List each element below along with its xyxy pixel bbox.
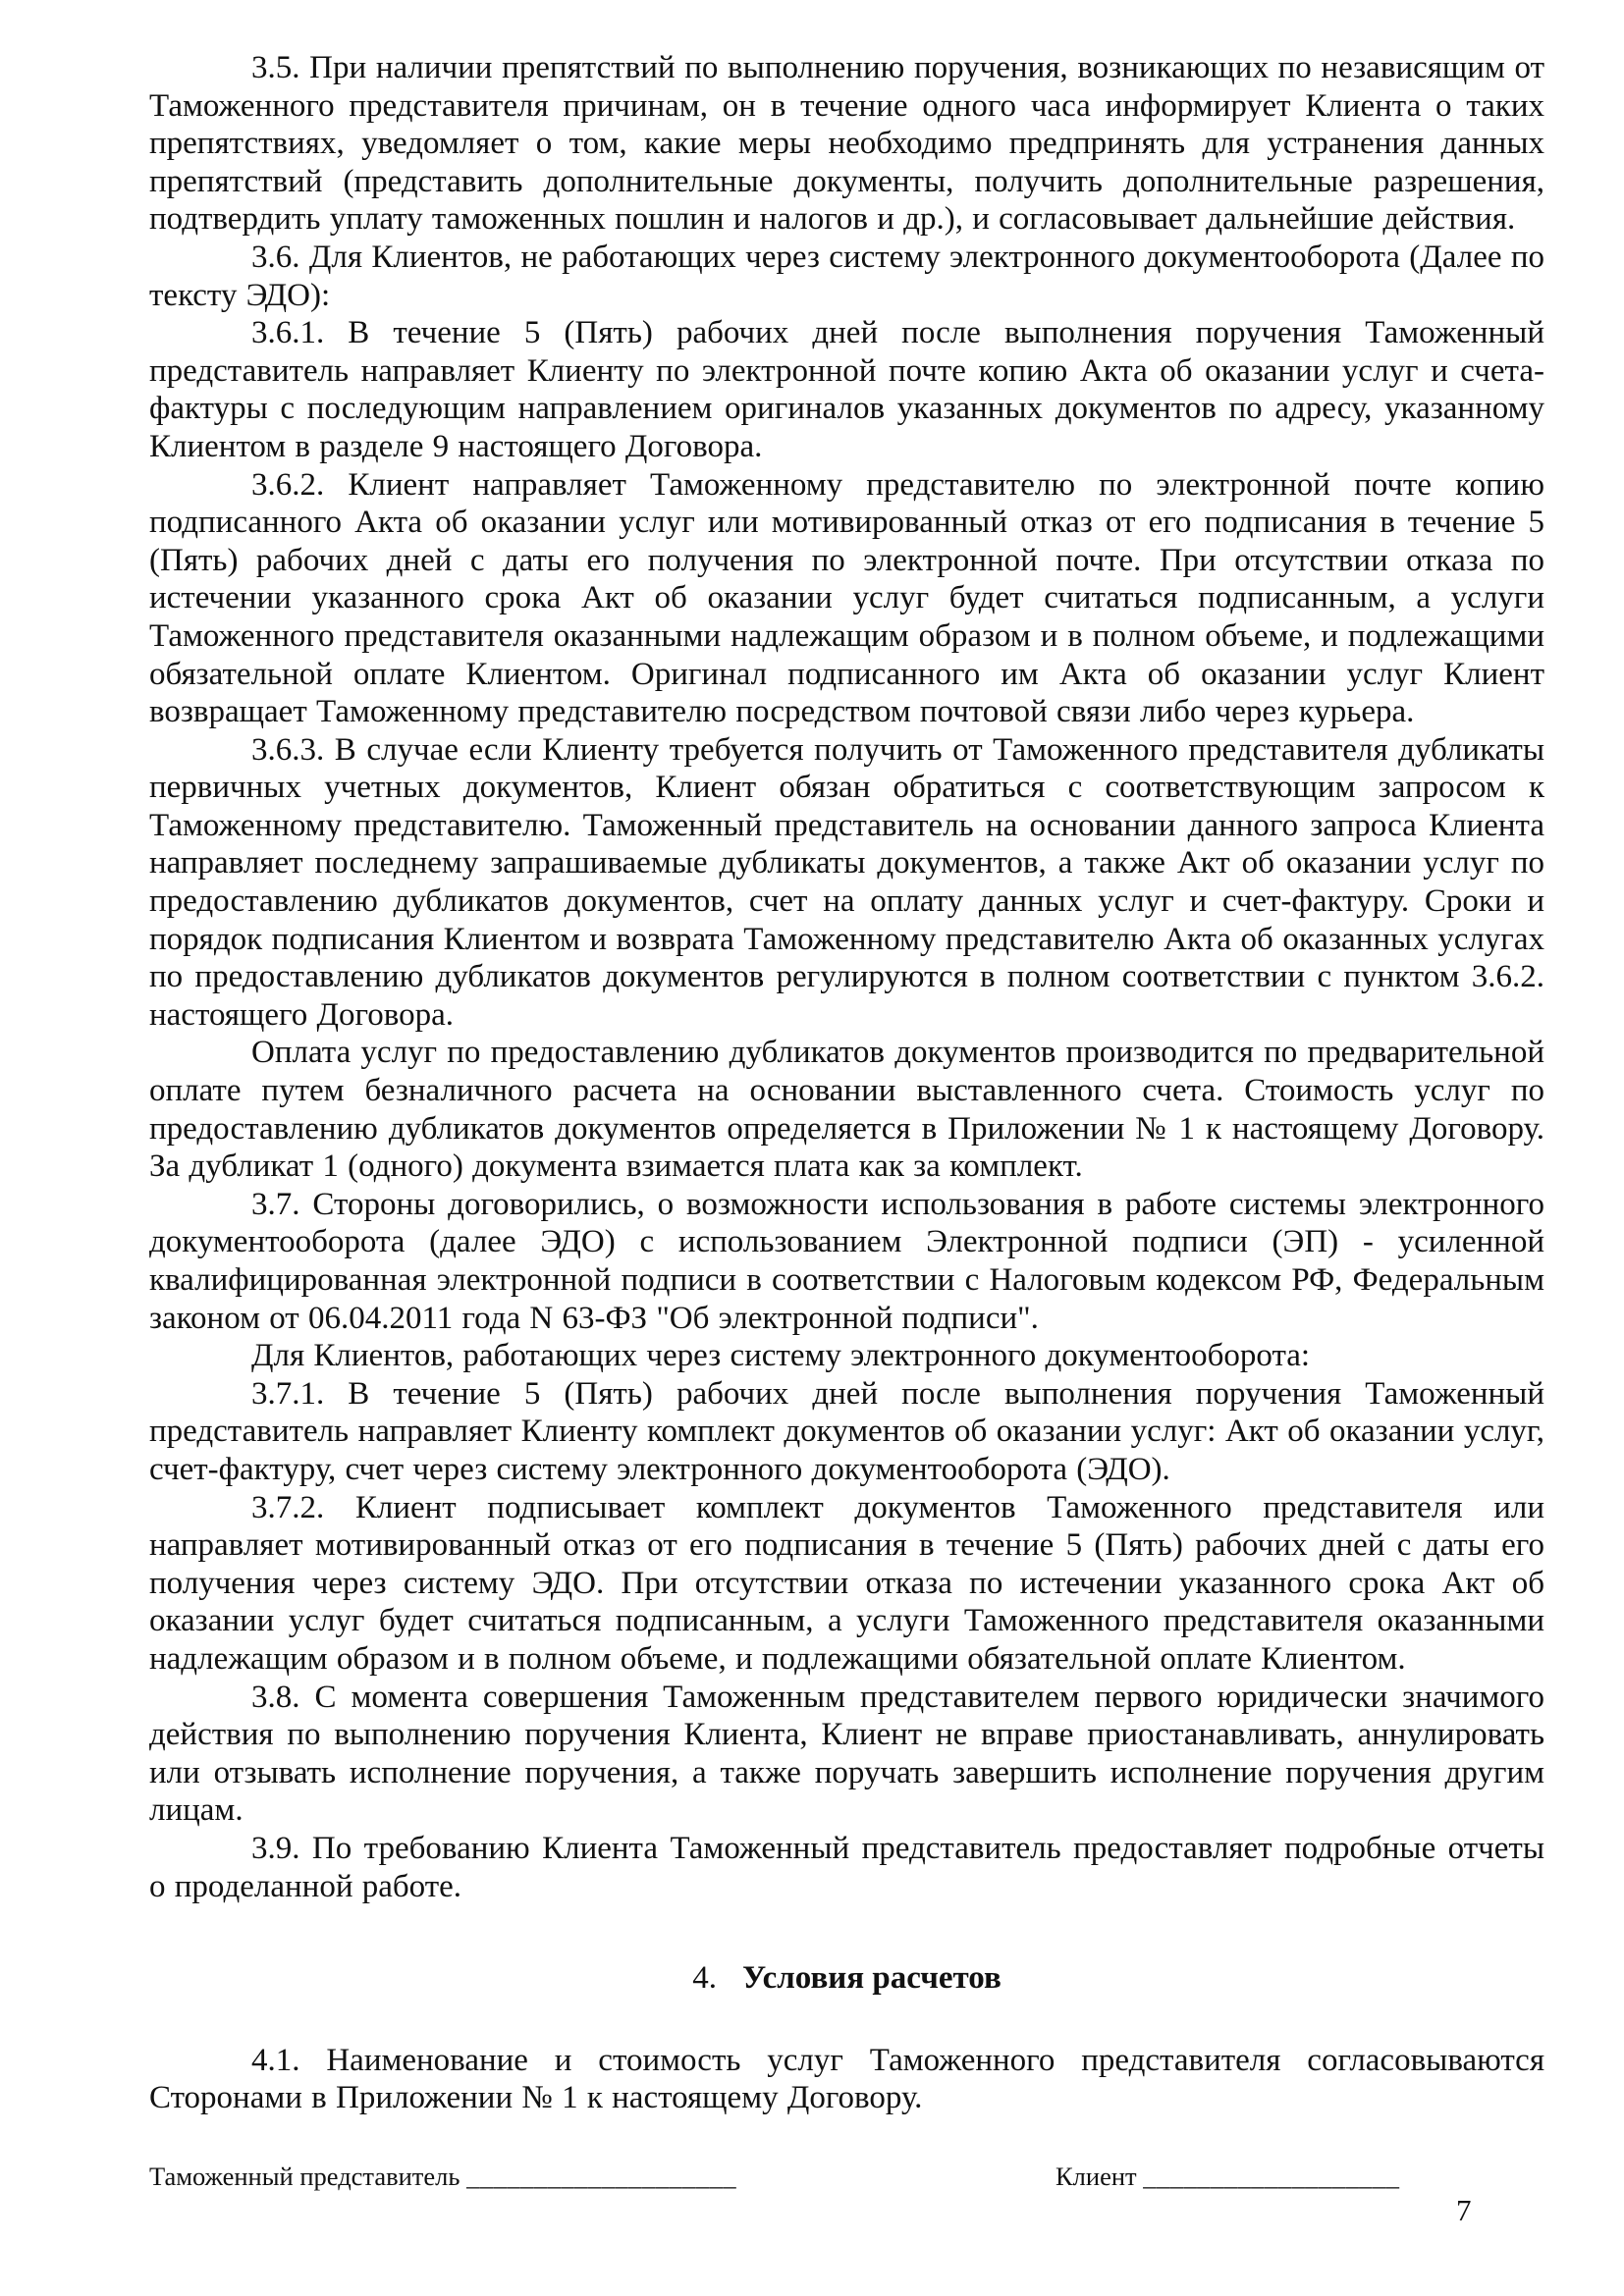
clause-3-9: 3.9. По требованию Клиента Таможенный представитель предоставляет подробные отчеты о проделанной работе. (149, 1830, 1544, 1904)
client-signature-line: ___________________ (1143, 2162, 1400, 2191)
customs-rep-label: Таможенный представитель (149, 2162, 460, 2191)
clause-3-7: 3.7. Стороны договорились, о возможности использования в работе системы электронного документооборота (далее ЭДО) с использованием Электронной подписи (ЭП) - усиленной квалифицированная электронной подписи в соответствии с Налоговым кодексом РФ, Федеральным законом от 06.04.2011 года N 63-ФЗ "Об электронной подписи". (149, 1186, 1544, 1336)
clause-3-6-2: 3.6.2. Клиент направляет Таможенному представителю по электронной почте копию подписанного Акта об оказании услуг или мотивированный отказ от его подписания в течение 5 (Пять) рабочих дней с даты его получения по электронной почте. При отсутствии отказа по истечении указанного срока Акт об оказании услуг будет считаться подписанным, а услуги Таможенного представителя оказанными надлежащим образом и в полном объеме, и подлежащими обязательной оплате Клиентом. Оригинал подписанного им Акта об оказании услуг Клиент возвращает Таможенному представителю посредством почтовой связи либо через курьера. (149, 466, 1544, 730)
customs-rep-signature-line: ____________________ (466, 2162, 737, 2191)
clause-3-6-1: 3.6.1. В течение 5 (Пять) рабочих дней после выполнения поручения Таможенный представитель направляет Клиенту по электронной почте копию Акта об оказании услуг и счета-фактуры с последующим направлением оригиналов указанных документов по адресу, указанному Клиентом в разделе 9 настоящего Договора. (149, 315, 1544, 464)
contract-text-block (149, 49, 1544, 2117)
clause-3-6: 3.6. Для Клиентов, не работающих через систему электронного документооборота (Далее по тексту ЭДО): (149, 239, 1544, 313)
section-4-heading (149, 1959, 1544, 1998)
clause-4-1: 4.1. Наименование и стоимость услуг Таможенного представителя согласовываются Сторонами в Приложении № 1 к настоящему Договору. (149, 2042, 1544, 2116)
section-4-number: 4. (692, 1960, 717, 1997)
clause-edo-clients-intro: Для Клиентов, работающих через систему электронного документооборота: (251, 1338, 1311, 1374)
client-signature (1056, 2160, 1399, 2193)
clause-3-8: 3.8. С момента совершения Таможенным представителем первого юридически значимого действия по выполнению поручения Клиента, Клиент не вправе приостанавливать, аннулировать или отзывать исполнение поручения, а также поручать завершить исполнение поручения другим лицам. (149, 1679, 1544, 1829)
clause-duplicates-payment: Оплата услуг по предоставлению дубликатов документов производится по предварительной оплате путем безналичного расчета на основании выставленного счета. Стоимость услуг по предоставлению дубликатов документов определяется в Приложении № 1 к настоящему Договору. За дубликат 1 (одного) документа взимается плата как за комплект. (149, 1035, 1544, 1185)
clause-3-6-3: 3.6.3. В случае если Клиенту требуется получить от Таможенного представителя дубликаты первичных учетных документов, Клиент обязан обратиться с соответствующим запросом к Таможенному представителю. Таможенный представитель на основании данного запроса Клиента направляет последнему запрашиваемые дубликаты документов, а также Акт об оказании услуг по предоставлению дубликатов документов, счет на оплату данных услуг и счет-фактуру. Сроки и порядок подписания Клиентом и возврата Таможенному представителю Акта об оказанных услугах по предоставлению дубликатов документов регулируются в полном соответствии с пунктом 3.6.2. настоящего Договора. (149, 731, 1544, 1033)
client-label: Клиент (1056, 2162, 1137, 2191)
clause-3-7-2: 3.7.2. Клиент подписывает комплект документов Таможенного представителя или направляет мотивированный отказ от его подписания в течение 5 (Пять) рабочих дней с даты его получения через систему ЭДО. При отсутствии отказа по истечении указанного срока Акт об оказании услуг будет считаться подписанным, а услуги Таможенного представителя оказанными надлежащим образом и в полном объеме, и подлежащими обязательной оплате Клиентом. (149, 1489, 1544, 1677)
clause-3-7-1: 3.7.1. В течение 5 (Пять) рабочих дней после выполнения поручения Таможенный представитель направляет Клиенту комплект документов об оказании услуг: Акт об оказании услуг, счет-фактуру, счет через систему электронного документооборота (ЭДО). (149, 1375, 1544, 1487)
clause-3-5: 3.5. При наличии препятствий по выполнению поручения, возникающих по независящим от Таможенного представителя причинам, он в течение одного часа информирует Клиента о таких препятствиях, уведомляет о том, какие меры необходимо предпринять для устранения данных препятствий (представить дополнительные документы, получить дополнительные разрешения, подтвердить уплату таможенных пошлин и налогов и др.), и согласовывает дальнейшие действия. (149, 50, 1544, 238)
section-4-title: Условия расчетов (741, 1960, 1001, 1997)
page-number: 7 (1456, 2193, 1472, 2227)
customs-rep-signature (149, 2160, 736, 2193)
